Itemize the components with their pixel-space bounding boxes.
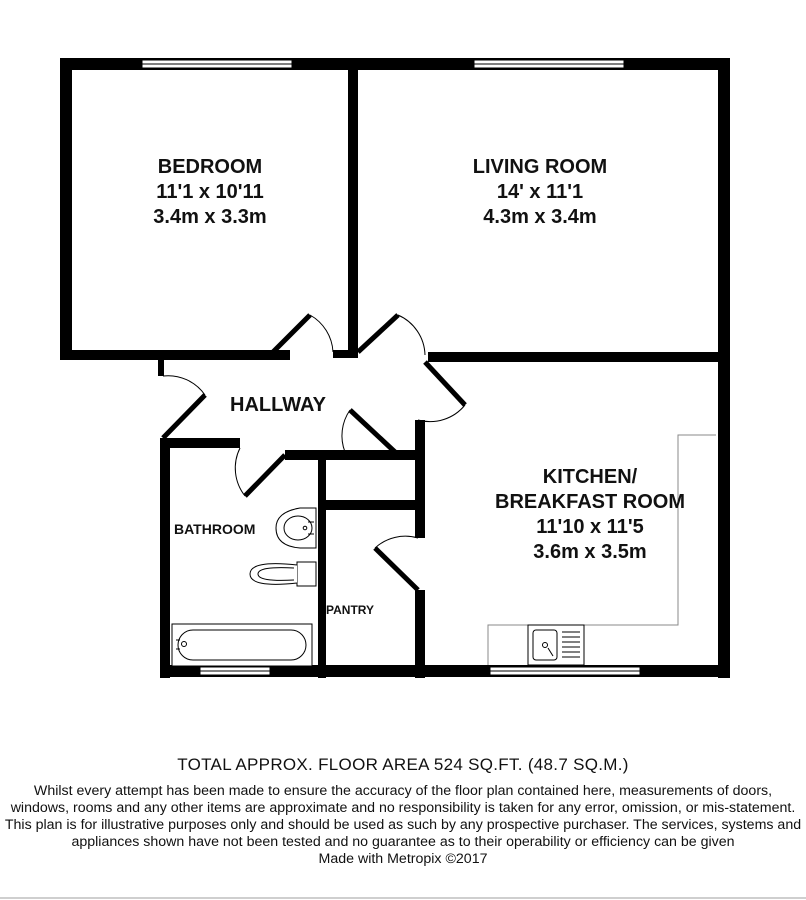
wall-pantry-kitchen-bottom xyxy=(415,590,425,678)
wall-bathroom-top-left xyxy=(160,438,240,448)
wall-bedroom-living-divider xyxy=(348,58,358,358)
wall-bedroom-left xyxy=(60,58,72,360)
kitchen-metric: 3.6m x 3.5m xyxy=(533,541,647,563)
kitchen-label xyxy=(470,465,710,565)
wall-bathroom-pantry xyxy=(318,450,326,678)
living-room-imperial: 14' x 11'1 xyxy=(496,181,584,203)
door-cupboard-leaf xyxy=(350,410,395,452)
door-pantry-arc xyxy=(375,536,418,548)
wall-pantry-top xyxy=(318,500,418,510)
living-room-name: LIVING ROOM xyxy=(472,156,608,178)
kitchen-sink xyxy=(528,625,584,665)
disclaimer-text: Whilst every attempt has been made to ensure the accuracy of the floor plan contained here, measurements of doors, windows, rooms and any other items are approximate and no responsibility is taken for any error, omission, or mis-statement. This plan is for illustrative purposes only and should be used as such by any prospective purchaser. The services, systems and appliances shown have not been tested and no guarantee as to their operability or efficiency can be given xyxy=(4,783,802,850)
bedroom-metric: 3.4m x 3.3m xyxy=(153,206,267,228)
kitchen-name-line1: KITCHEN/ xyxy=(542,466,638,488)
wall-pantry-kitchen-top xyxy=(415,420,425,538)
door-entrance-arc xyxy=(163,376,205,395)
bathroom-basin xyxy=(276,508,316,548)
wall-hall-left-stub xyxy=(158,360,164,376)
living-room-label xyxy=(420,155,660,230)
wall-living-kitchen xyxy=(428,352,728,362)
footer xyxy=(0,755,806,868)
living-room-metric: 4.3m x 3.4m xyxy=(483,206,597,228)
wall-bathroom-top-right xyxy=(285,450,415,460)
wall-stub-center xyxy=(333,350,358,358)
door-pantry-leaf xyxy=(375,548,418,590)
wall-bedroom-bottom xyxy=(60,350,290,360)
door-bathroom-arc xyxy=(235,448,245,496)
door-bathroom-leaf xyxy=(245,455,285,496)
bathroom-bath xyxy=(172,624,312,666)
wall-bathroom-left xyxy=(160,438,170,678)
door-bedroom-arc xyxy=(310,315,333,352)
bedroom-imperial: 11'1 x 10'11 xyxy=(156,181,264,203)
pantry-label: PANTRY xyxy=(326,603,374,617)
walls xyxy=(60,58,730,678)
total-floor-area: TOTAL APPROX. FLOOR AREA 524 SQ.FT. (48.7 SQ.M.) xyxy=(177,755,629,774)
bathroom-label: BATHROOM xyxy=(174,521,256,537)
wall-right xyxy=(718,58,730,678)
hallway-name: HALLWAY xyxy=(230,394,326,416)
credit-text: Made with Metropix ©2017 xyxy=(318,851,488,867)
kitchen-imperial: 11'10 x 11'5 xyxy=(536,516,644,538)
door-living-leaf xyxy=(358,315,398,352)
bottom-divider xyxy=(0,897,806,899)
door-entrance-leaf xyxy=(163,395,205,438)
windows xyxy=(142,60,640,675)
kitchen-name-line2: BREAKFAST ROOM xyxy=(495,491,685,513)
door-living-arc xyxy=(398,315,425,355)
bedroom-name: BEDROOM xyxy=(157,156,263,178)
hallway-label xyxy=(208,393,348,418)
door-kitchen-arc xyxy=(418,405,465,422)
door-bedroom-leaf xyxy=(270,315,310,355)
door-kitchen-leaf xyxy=(425,362,465,405)
bedroom-label xyxy=(110,155,310,230)
bathroom-toilet xyxy=(250,562,316,586)
